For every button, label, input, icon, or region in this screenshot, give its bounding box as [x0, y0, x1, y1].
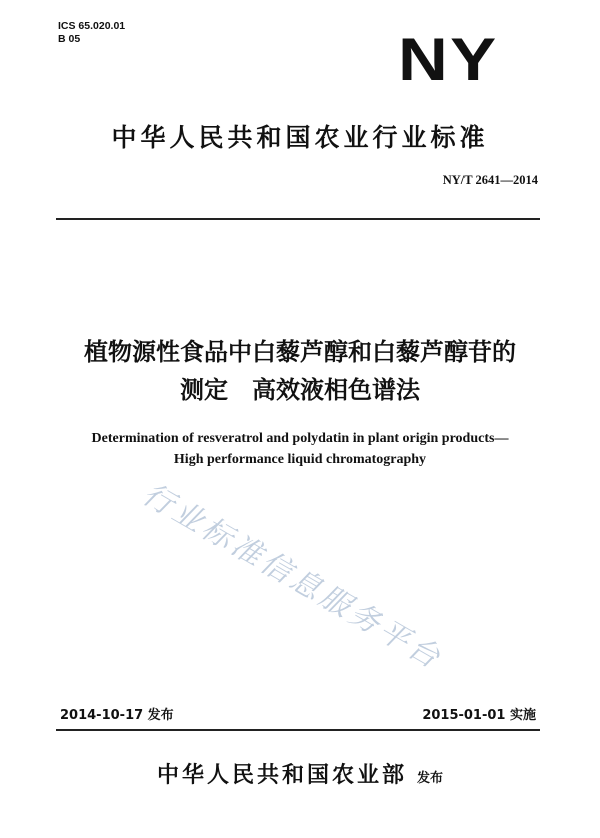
title-english-line2: High performance liquid chromatography — [173, 452, 427, 467]
issue-date: 2014-10-17 发布 — [60, 708, 174, 723]
standard-number: NY/T 2641—2014 — [442, 173, 538, 187]
title-chinese-line1: 植物源性食品中白藜芦醇和白藜芦醇苷的 — [84, 338, 516, 366]
issuing-authority — [0, 758, 600, 789]
title-chinese-line2: 测定 高效液相色谱法 — [180, 376, 420, 404]
ny-logo: NY — [398, 26, 499, 93]
implementation-date: 2015-01-01 实施 — [422, 708, 536, 723]
class-code: B 05 — [58, 33, 81, 45]
title-chinese — [0, 333, 600, 409]
authority-name: 中华人民共和国农业部 — [156, 763, 407, 788]
ics-code: ICS 65.020.01 — [58, 20, 126, 32]
footer-divider — [56, 729, 540, 731]
date-row — [56, 704, 540, 726]
title-english — [0, 428, 600, 470]
watermark: 行业标准信息服务平台 — [136, 476, 449, 678]
ics-classification — [58, 20, 125, 46]
header-divider — [56, 218, 540, 220]
title-english-line1: Determination of resveratrol and polydatin in plant origin products— — [91, 431, 509, 446]
industry-standard-heading: 中华人民共和国农业行业标准 — [111, 123, 489, 152]
authority-action: 发布 — [417, 771, 444, 786]
